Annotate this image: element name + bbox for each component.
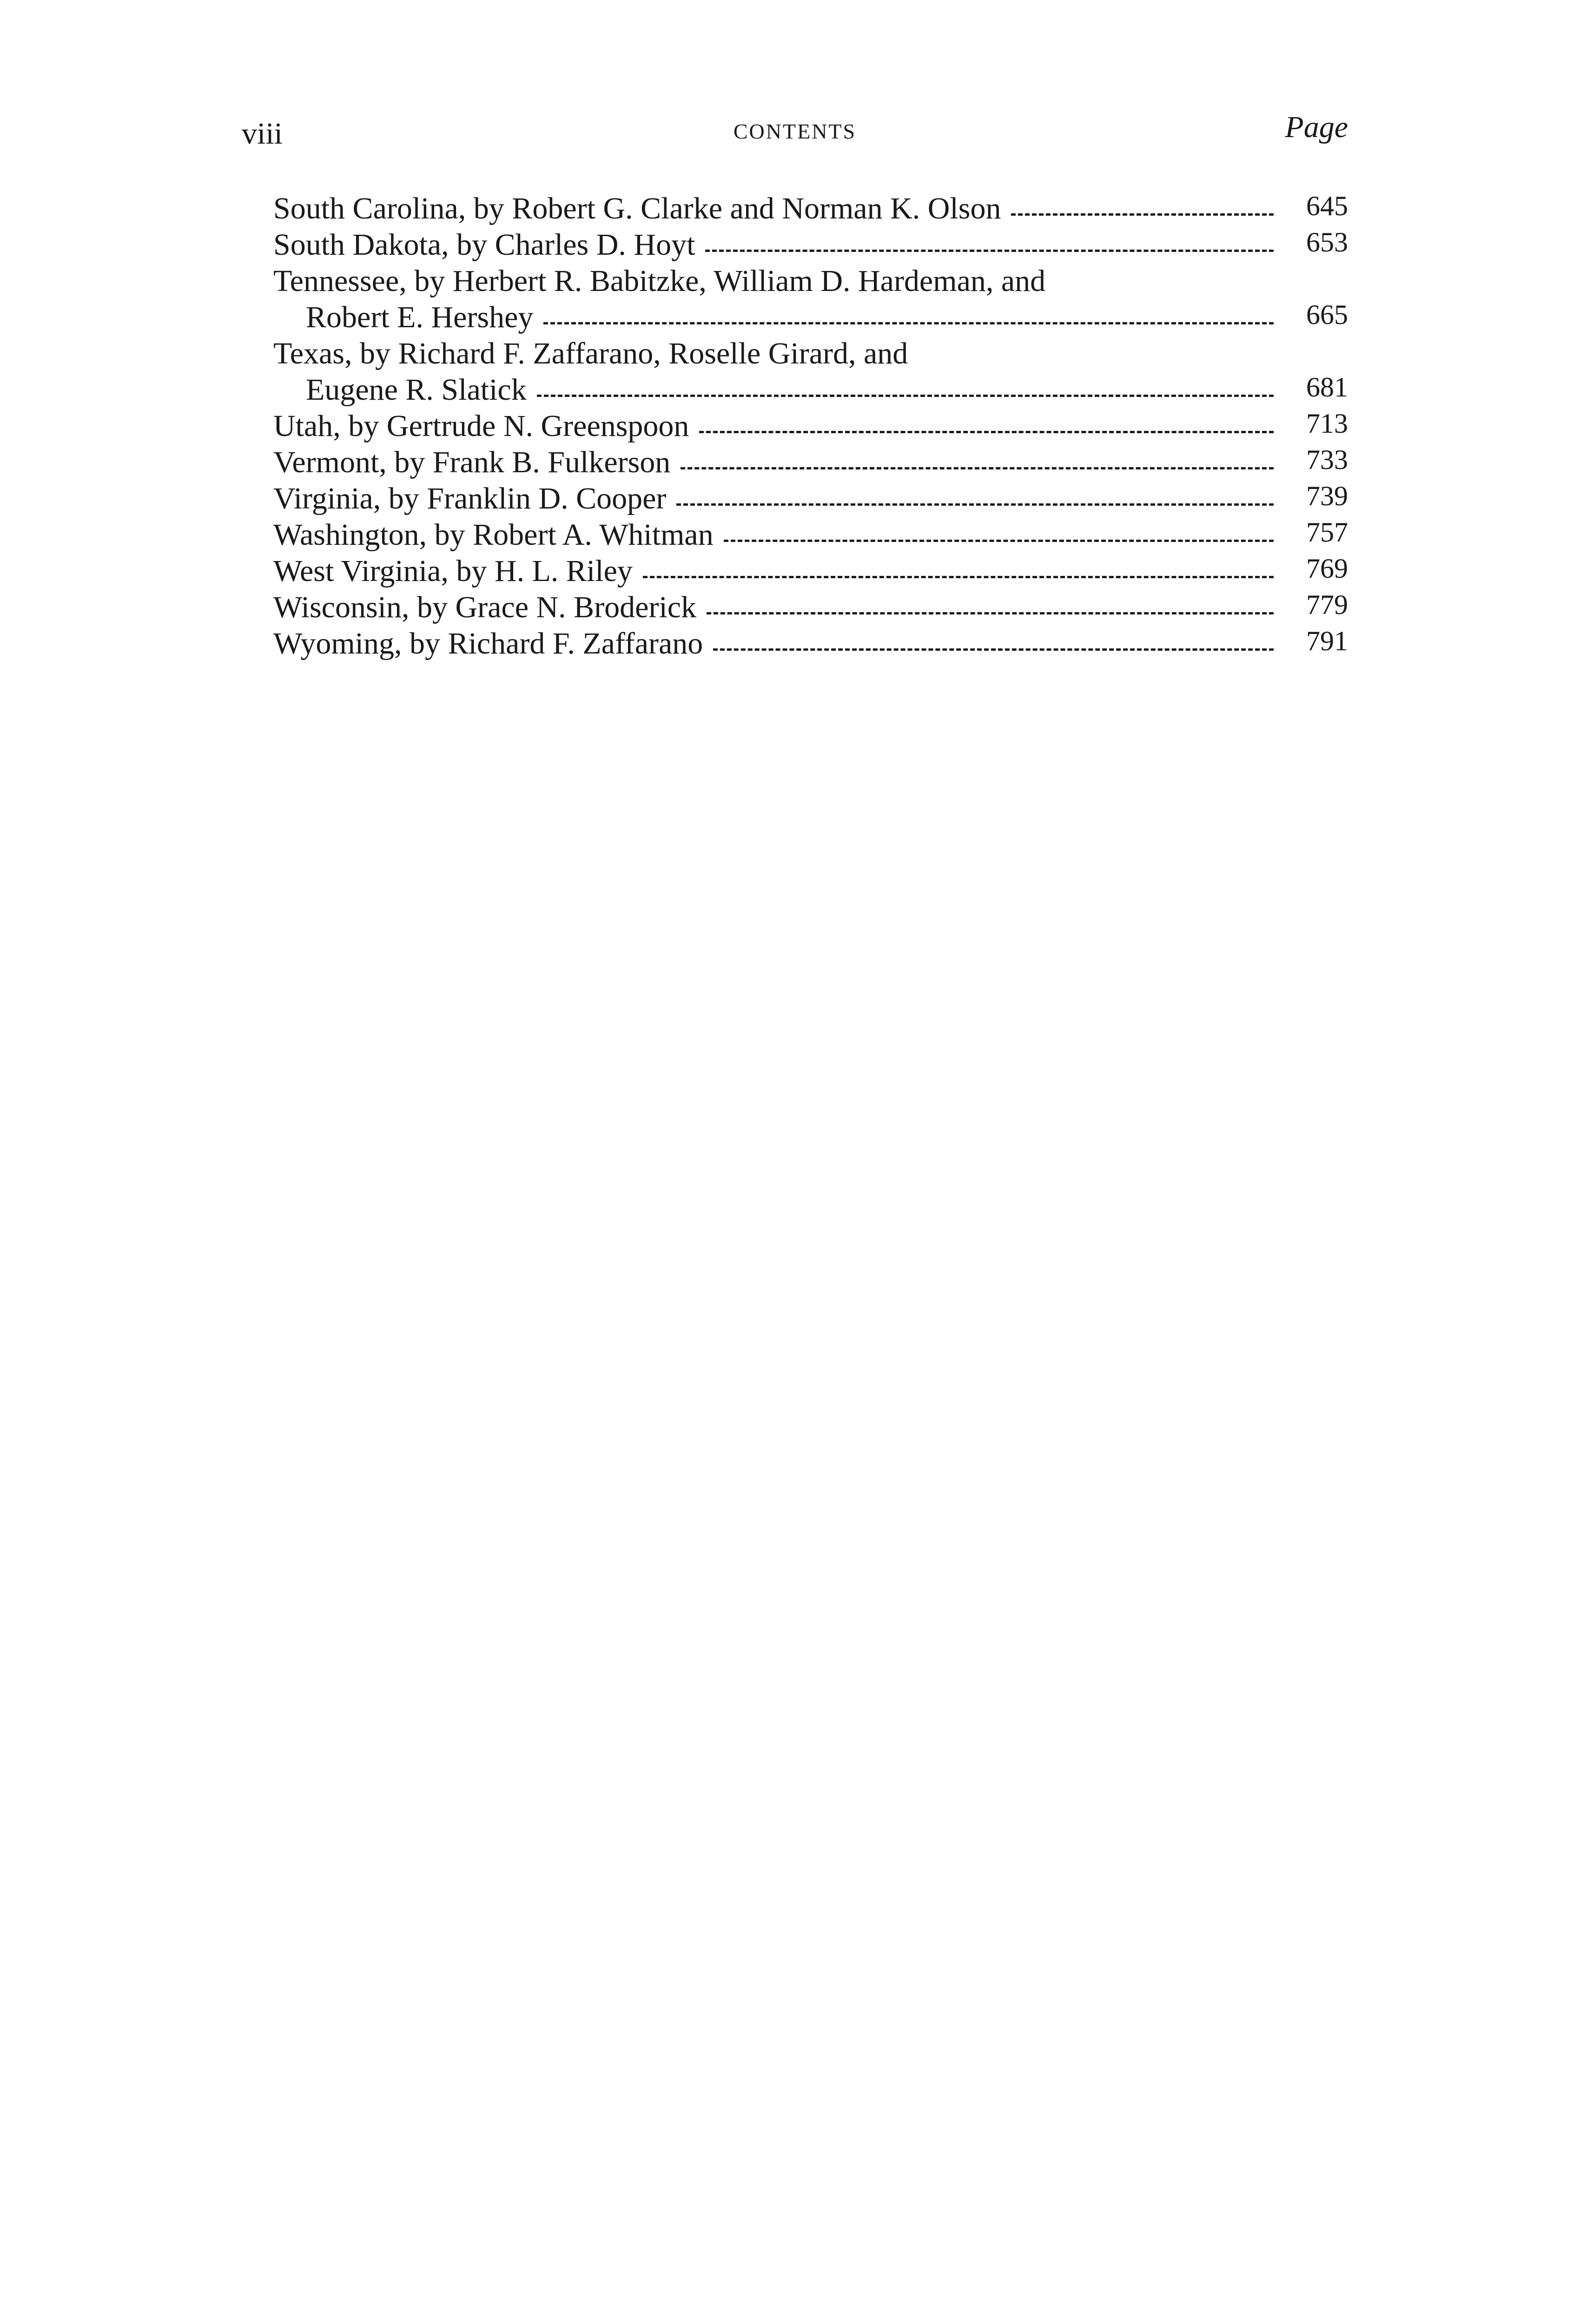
toc-entry	[273, 227, 1348, 263]
dot-leader	[537, 393, 1274, 397]
page-column-label: Page	[1285, 110, 1348, 144]
toc-entry-line	[273, 227, 1348, 263]
toc-entry-line	[273, 481, 1348, 517]
toc-entry-page-number: 645	[1306, 191, 1348, 221]
toc-entry-title: West Virginia, by H. L. Riley	[273, 554, 633, 588]
toc-entry	[273, 408, 1348, 444]
dot-leader	[681, 465, 1274, 469]
dot-leader	[1011, 211, 1274, 216]
toc-entry-title: South Carolina, by Robert G. Clarke and Norman K. Olson	[273, 191, 1001, 225]
page-number: viii	[242, 117, 283, 151]
toc-entry-page-number: 665	[1306, 299, 1348, 330]
toc-entry-line	[273, 263, 1348, 299]
toc-entry-continuation-line	[273, 372, 1348, 408]
toc-entry-page-number: 757	[1306, 517, 1348, 548]
toc-entry-line	[273, 444, 1348, 481]
table-of-contents	[273, 191, 1348, 662]
toc-entry-title: Wyoming, by Richard F. Zaffarano	[273, 627, 703, 660]
dot-leader	[724, 538, 1274, 542]
dot-leader	[707, 610, 1274, 614]
toc-entry-title: Wisconsin, by Grace N. Broderick	[273, 590, 697, 624]
dot-leader	[699, 429, 1274, 433]
toc-entry-title: South Dakota, by Charles D. Hoyt	[273, 228, 695, 262]
toc-entry	[273, 481, 1348, 517]
toc-entry-title: Vermont, by Frank B. Fulkerson	[273, 445, 671, 479]
toc-entry-title: Eugene R. Slatick	[306, 373, 527, 407]
toc-entry	[273, 553, 1348, 589]
toc-entry-continuation-line	[273, 299, 1348, 336]
toc-entry-page-number: 713	[1306, 408, 1348, 439]
toc-entry	[273, 444, 1348, 481]
toc-entry-page-number: 739	[1306, 481, 1348, 511]
dot-leader	[543, 320, 1274, 324]
toc-entry-title: Utah, by Gertrude N. Greenspoon	[273, 409, 689, 443]
toc-entry-title: Virginia, by Franklin D. Cooper	[273, 482, 667, 515]
toc-entry-line	[273, 553, 1348, 589]
toc-entry-page-number: 769	[1306, 553, 1348, 584]
toc-entry	[273, 191, 1348, 227]
toc-entry-line	[273, 589, 1348, 626]
toc-entry	[273, 626, 1348, 662]
toc-entry	[273, 589, 1348, 626]
toc-entry-page-number: 681	[1306, 372, 1348, 403]
toc-entry-title: Washington, by Robert A. Whitman	[273, 518, 714, 552]
toc-entry-line	[273, 408, 1348, 444]
toc-entry-line	[273, 517, 1348, 553]
toc-entry-title: Texas, by Richard F. Zaffarano, Roselle Girard, and	[273, 337, 908, 370]
page-header	[242, 110, 1348, 161]
dot-leader	[713, 647, 1274, 651]
toc-entry	[273, 336, 1348, 408]
running-head: CONTENTS	[733, 119, 857, 143]
toc-entry-title: Tennessee, by Herbert R. Babitzke, William D. Hardeman, and	[273, 264, 1046, 298]
toc-entry-page-number: 791	[1306, 626, 1348, 656]
dot-leader	[705, 248, 1274, 252]
dot-leader	[643, 574, 1274, 578]
toc-entry-page-number: 779	[1306, 589, 1348, 620]
toc-entry-line	[273, 626, 1348, 662]
toc-entry-title: Robert E. Hershey	[306, 300, 534, 334]
toc-entry	[273, 263, 1348, 336]
dot-leader	[676, 502, 1274, 506]
toc-entry	[273, 517, 1348, 553]
toc-entry-page-number: 653	[1306, 227, 1348, 257]
toc-entry-line	[273, 336, 1348, 372]
toc-entry-page-number: 733	[1306, 444, 1348, 475]
toc-entry-line	[273, 191, 1348, 227]
